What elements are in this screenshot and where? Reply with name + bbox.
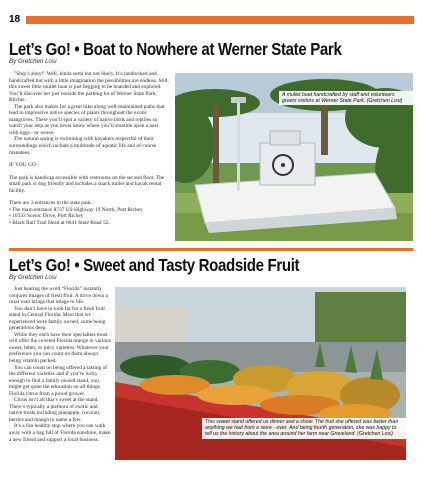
article2-paragraph: It’s a fun healthy stop where you can walk away with a bag full of Florida sunshine, make a new friend and support a local business.	[9, 423, 111, 443]
article1-byline: By Gretchen Losi	[9, 58, 57, 65]
article1-paragraph: "Ship’s ahoy!" Well, kinda sorta but not likely. It’s landlocked and handcrafted but with a little imagination the possibilities are endless. Still, this sweet little mullet boat is just begging to be boarded and explored. You’ll discover her just outside the parking lot of Werner State Park, Ritchie.	[9, 71, 169, 104]
entrance-item: • Black Rail Trail Head at 6641 State Road 52.	[9, 219, 110, 226]
article1-photo-caption: A mullet boat handcrafted by staff and volunteers greets visitors at Werner State Park. (Gretchen Losi)	[279, 91, 413, 105]
article1-headline: Let’s Go! • Boat to Nowhere at Werner State Park	[9, 39, 342, 59]
article-divider	[9, 248, 413, 251]
entrance-item: • 10333 Scenic Drive, Port Richey	[9, 213, 84, 220]
article2-headline: Let’s Go! • Sweet and Tasty Roadside Fruit	[9, 255, 300, 275]
article2-paragraph: You don’t have to look far for a fresh fruit stand in Central Florida. Most that we experienced were family owned, some being generations deep.	[9, 305, 106, 332]
fruit-stand-photo	[115, 287, 406, 460]
article2-paragraph: Citrus isn’t all that’s sweet at the stand. There’s typically a plethora of exotic and native treats including pineapple, coconut, berries and mango to name a few.	[9, 397, 101, 423]
if-you-go-heading: IF YOU GO -	[9, 162, 39, 169]
article2-paragraph: You can count on being offered a tasting of the different varieties and if you’re lucky enough to find a family owned stand, you might get quite the education on all things Florida citrus from a proud grower.	[9, 364, 108, 397]
article2-photo-caption: This sweet stand offered us dinner and a show. The fruit she offered was better than anything we had from a store - ever. And being fourth generation, she was happy to tell us the history about the area around her farm near Groveland. (Gretchen Losi)	[202, 418, 406, 439]
mullet-boat-photo	[175, 73, 413, 241]
article2-byline: By Gretchen Losi	[9, 274, 57, 281]
entrance-item: • The main entrance 8737 US Highway 19 North, Port Richey	[9, 206, 143, 213]
article2-body	[9, 286, 111, 443]
park-info-paragraph: The park is handicap accessible with restrooms on the second floor. The small park is dog friendly and includes a snack trailer and kayak rental facility.	[9, 174, 165, 194]
entrances-intro: There are 3 entrances to the state park.	[9, 200, 93, 207]
header-accent-bar	[26, 16, 414, 24]
article1-paragraph: The park also makes for a great hike along well-maintained paths that lead to impressive native species of plants throughout the exotic mangroves. There you’ll spot a variety of native birds and reptiles so watch your step as you never know where you’ll stumble upon a nest with eggs - or worse.	[9, 103, 165, 136]
article2-paragraph: While they each have their specialties most will offer the coveted Florida orange in various sweet, bitter, or juicy varieties. Whatever your preference you can count on them always being vitamin packed.	[9, 331, 111, 365]
article2-paragraph: Just hearing the word “Florida” instantly conjures images of fresh fruit. A drive down a rural road brings that image to life.	[9, 286, 108, 306]
article1-body	[9, 71, 169, 226]
page-number: 18	[9, 14, 21, 25]
article1-paragraph: The natural spring is swimming with kayakers respectful of their surroundings which include a multitude of aquatic life and of course manatees.	[9, 136, 157, 156]
